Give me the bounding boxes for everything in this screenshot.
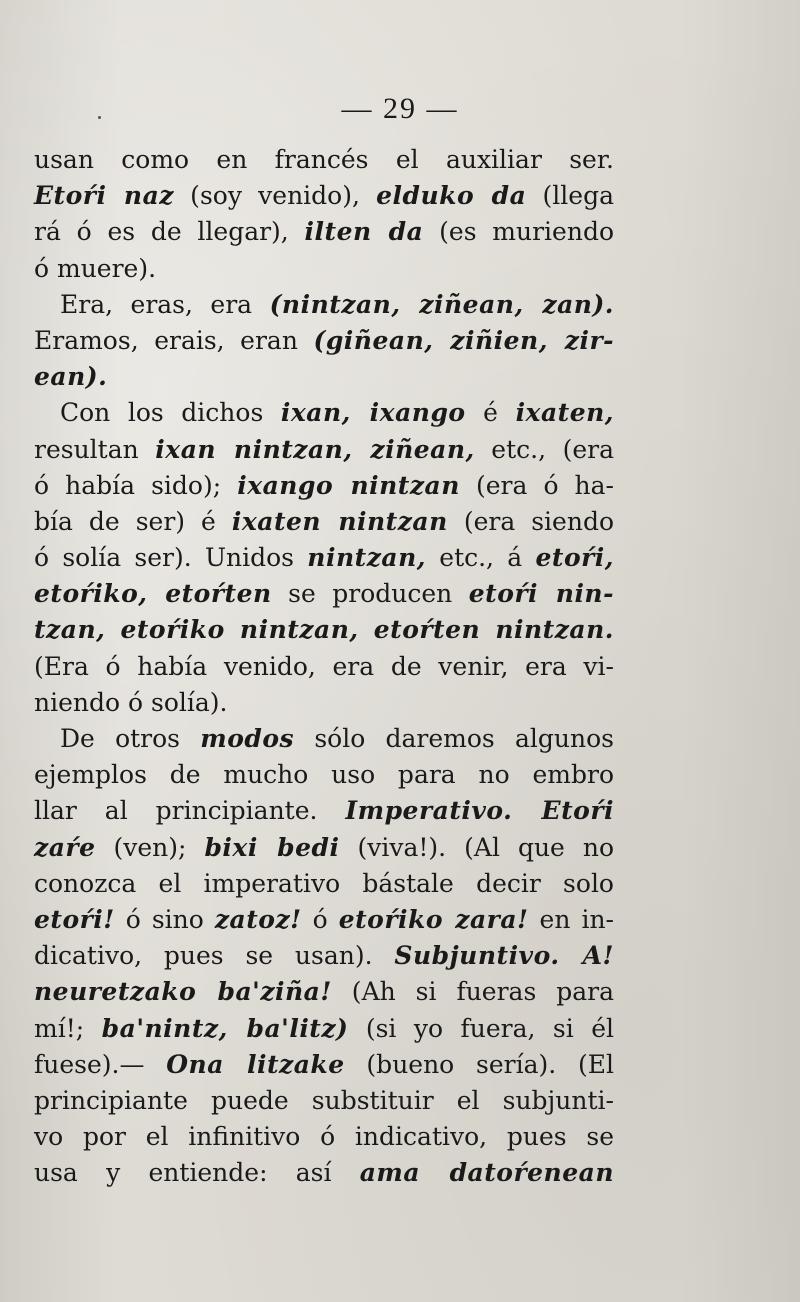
- italic-term: nintzan,: [307, 543, 426, 573]
- text-line: [34, 504, 614, 540]
- text-segment: (si yo fuera, si él: [348, 1013, 614, 1043]
- text-segment: ó: [301, 904, 339, 934]
- text-line: [34, 721, 614, 757]
- text-segment: ejemplos de mucho uso para no embro: [34, 760, 614, 790]
- text-segment: ó sino: [114, 904, 215, 934]
- italic-term: ean).: [34, 362, 108, 392]
- italic-term: bixi bedi: [204, 832, 340, 862]
- text-segment: principiante puede substituir el subjunti-: [34, 1085, 614, 1115]
- text-segment: Era, eras, era: [60, 289, 270, 319]
- text-segment: mí!;: [34, 1013, 102, 1043]
- page-number: — 29 —: [341, 92, 459, 125]
- italic-term: ilten da: [304, 217, 424, 247]
- text-line: [34, 649, 614, 685]
- text-segment: vo por el infinitivo ó indicativo, pues se: [34, 1122, 614, 1152]
- italic-term: etoŕi nin-: [468, 579, 614, 609]
- text-segment: De otros: [60, 724, 201, 753]
- text-segment: (bueno sería). (El: [344, 1049, 614, 1079]
- text-line: [34, 432, 614, 468]
- text-segment: rá ó es de llegar),: [34, 217, 305, 247]
- text-line: [34, 830, 614, 866]
- italic-term: Etoŕi naz: [34, 181, 174, 211]
- italic-term: tzan, etoŕiko nintzan, etoŕten nintzan.: [34, 615, 614, 645]
- text-segment: conozca el imperativo bástale decir solo: [34, 868, 614, 898]
- text-line: [34, 793, 614, 829]
- italic-term: modos: [200, 724, 295, 753]
- italic-term: zatoz!: [214, 904, 302, 934]
- italic-term: etoŕiko, etoŕten: [34, 579, 272, 609]
- text-line: [34, 902, 614, 938]
- italic-term: ixango nintzan: [237, 470, 460, 500]
- italic-term: elduko da: [376, 181, 527, 211]
- text-line: [34, 1155, 614, 1191]
- text-segment: ó muere).: [34, 253, 157, 283]
- text-segment: (viva!). (Al que no: [339, 832, 614, 862]
- text-line: [34, 938, 614, 974]
- italic-term: ixaten nintzan: [231, 506, 448, 536]
- italic-term: (giñean, ziñien, zir-: [313, 325, 614, 355]
- text-segment: (Ah si fueras para: [331, 977, 614, 1007]
- text-segment: en in-: [528, 904, 614, 934]
- italic-term: etoŕi,: [535, 543, 614, 573]
- text-segment: (llega: [526, 181, 614, 211]
- text-line: [34, 612, 614, 648]
- text-line: [34, 1011, 614, 1047]
- text-segment: ó solía ser). Unidos: [34, 543, 308, 573]
- text-segment: ó había sido);: [34, 470, 238, 500]
- italic-term: Imperativo. Etoŕi: [345, 796, 614, 826]
- text-segment: etc., á: [425, 543, 536, 573]
- text-segment: fuese).—: [34, 1049, 167, 1079]
- italic-term: etoŕi!: [34, 904, 115, 934]
- text-line: [34, 1047, 614, 1083]
- italic-term: ixan nintzan, ziñean,: [155, 434, 475, 464]
- italic-term: ixaten,: [515, 398, 614, 428]
- text-line: [34, 974, 614, 1010]
- text-segment: (soy venido),: [173, 181, 377, 211]
- text-line: [34, 359, 614, 395]
- text-segment: é: [465, 398, 516, 428]
- italic-term: zaŕe: [34, 832, 96, 862]
- text-line: [34, 757, 614, 793]
- italic-term: neuretzako ba'ziña!: [34, 977, 332, 1007]
- text-line: [34, 323, 614, 359]
- text-line: [34, 468, 614, 504]
- text-segment: usan como en francés el auxiliar ser.: [34, 145, 614, 174]
- text-segment: (era siendo: [447, 506, 614, 536]
- text-line: [34, 287, 614, 323]
- text-line: [34, 178, 614, 214]
- text-segment: (Era ó había venido, era de venir, era vi-: [34, 651, 614, 681]
- text-line: [34, 395, 614, 431]
- text-line: [34, 142, 614, 178]
- text-line: [34, 251, 614, 287]
- text-segment: se producen: [271, 579, 469, 609]
- text-line: [34, 576, 614, 612]
- text-segment: etc., (era: [474, 434, 614, 464]
- text-line: [34, 1083, 614, 1119]
- text-line: [34, 214, 614, 250]
- text-segment: (es muriendo: [423, 217, 614, 247]
- italic-term: etoŕiko zara!: [338, 904, 529, 934]
- italic-term: (nintzan, ziñean, zan).: [269, 289, 614, 319]
- text-segment: usa y entiende: así: [34, 1158, 360, 1188]
- italic-term: Subjuntivo. A!: [394, 941, 614, 971]
- text-segment: sólo daremos algunos: [294, 724, 614, 753]
- text-line: [34, 1119, 614, 1155]
- text-segment: (era ó ha-: [459, 470, 615, 500]
- text-line: [34, 540, 614, 576]
- text-segment: bía de ser) é: [34, 506, 232, 536]
- italic-term: ba'nintz, ba'litz): [101, 1013, 349, 1043]
- text-segment: resultan: [34, 434, 156, 464]
- text-line: [34, 866, 614, 902]
- text-segment: dicativo, pues se usan).: [34, 941, 395, 971]
- italic-term: ama datoŕenean: [359, 1158, 615, 1188]
- text-segment: niendo ó solía).: [34, 687, 228, 717]
- text-segment: (ven);: [95, 832, 205, 862]
- body-text: [34, 142, 614, 1191]
- italic-term: ixan, ixango: [280, 398, 466, 428]
- text-line: [34, 685, 614, 721]
- text-segment: Con los dichos: [60, 398, 281, 428]
- text-segment: Eramos, erais, eran: [34, 325, 314, 355]
- text-segment: llar al principiante.: [34, 796, 346, 826]
- italic-term: Ona litzake: [166, 1049, 345, 1079]
